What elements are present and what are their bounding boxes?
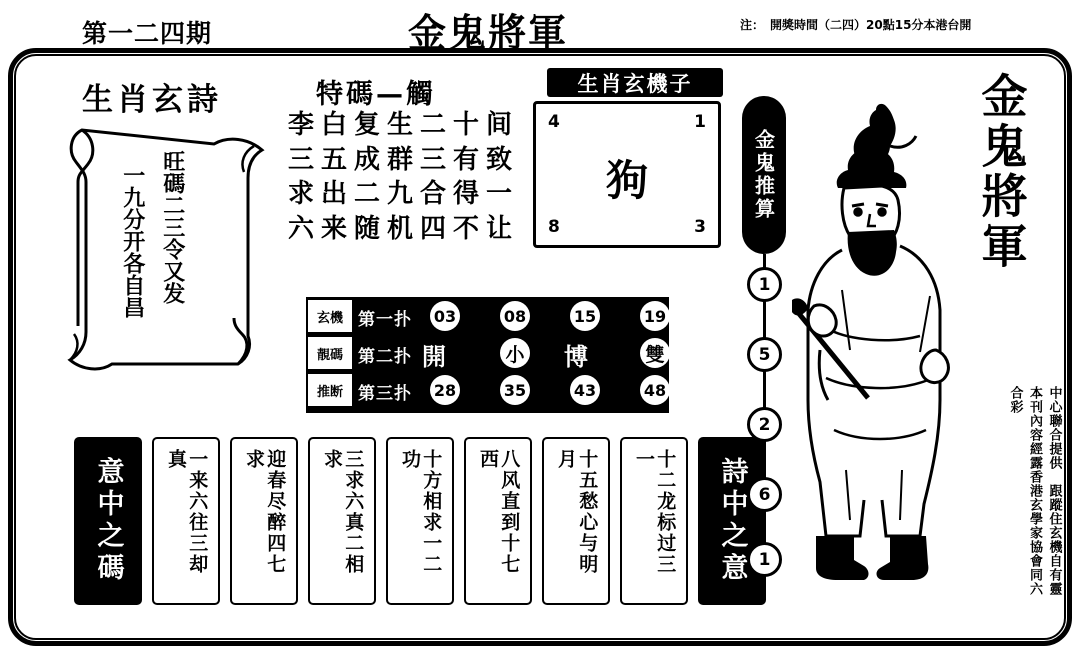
number-ball: 03	[430, 301, 460, 331]
list-item	[308, 437, 376, 605]
card-text: 三求六真二相求	[321, 449, 365, 575]
list-item	[386, 437, 454, 605]
card-text: 十五愁心与明月	[555, 449, 599, 575]
number-ball: 48	[640, 375, 670, 405]
number-ball: 15	[570, 301, 600, 331]
block-right-title	[698, 437, 766, 605]
card-text: 迎春尽醉四七求	[243, 449, 287, 575]
tuisuan-title-pill	[742, 96, 786, 254]
zodiac-box	[533, 101, 721, 248]
colophon-line: 本刊內容經露香港玄學家協會同六合彩	[1007, 386, 1042, 596]
zodiac-banner-label: 生肖玄機子	[577, 71, 693, 96]
tuisuan-number: 2	[747, 407, 782, 442]
table-row	[306, 298, 669, 334]
prediction-table	[306, 297, 669, 413]
scroll-line-1: 旺碼二三令又发	[159, 150, 185, 304]
card-text: 十方相求一二功	[399, 449, 443, 575]
poem-line: 六来随机四不让	[288, 213, 520, 244]
tuisuan-number: 5	[747, 337, 782, 372]
poem-line: 李白复生二十间	[288, 110, 520, 140]
list-item	[620, 437, 688, 605]
row-label: 玄機	[308, 300, 352, 332]
general-figure-illustration	[790, 100, 990, 590]
number-ball: 19	[640, 301, 670, 331]
masthead-vertical	[975, 72, 1055, 276]
tuisuan-number: 1	[747, 267, 782, 302]
zodiac-corner-bottom-right: 3	[694, 217, 706, 237]
poem-line: 求出二九合得一	[288, 179, 520, 210]
word-ball: 小	[500, 338, 530, 368]
row-label: 推断	[308, 374, 352, 406]
zodiac-banner	[547, 68, 723, 97]
word-cell: 博	[564, 343, 588, 371]
tuisuan-label: 金鬼推算	[751, 129, 776, 221]
colophon-line: 中心聯合提供 跟蹤住玄機自有靈	[1046, 386, 1062, 596]
number-ball: 35	[500, 375, 530, 405]
block-left-label: 意中之碼	[92, 457, 124, 585]
zodiac-animal: 狗	[605, 156, 648, 205]
word-ball: 雙	[640, 338, 670, 368]
note-label: 注：	[740, 18, 765, 32]
poem-block	[288, 108, 528, 246]
block-right-label: 詩中之意	[716, 457, 748, 585]
number-ball: 28	[430, 375, 460, 405]
row-label: 靚碼	[308, 337, 352, 369]
zodiac-corner-top-right: 1	[694, 112, 706, 132]
card-text: 十二龙标过三一	[633, 449, 677, 575]
card-text: 八风直到十七西	[477, 449, 521, 575]
block-left-title	[74, 437, 142, 605]
zodiac-corner-bottom-left: 8	[548, 217, 560, 237]
colophon	[1005, 386, 1064, 601]
scroll-line-2: 一九分开各自昌	[119, 164, 145, 318]
number-ball: 08	[500, 301, 530, 331]
word-cell: 開	[422, 343, 446, 371]
number-ball: 43	[570, 375, 600, 405]
list-item	[542, 437, 610, 605]
draw-time-note	[740, 16, 971, 33]
issue-number: 第一二四期	[82, 19, 213, 48]
masthead-vertical-title: 金鬼將軍	[974, 72, 1029, 272]
tuisuan-number: 6	[747, 477, 782, 512]
poem-line: 三五成群三有致	[288, 144, 520, 175]
table-row	[306, 335, 669, 371]
page-title: 金鬼將軍	[408, 11, 569, 55]
row-name: 第二扑	[358, 347, 412, 367]
scroll-illustration	[42, 122, 270, 384]
list-item	[230, 437, 298, 605]
tuisuan-number: 1	[747, 542, 782, 577]
table-row	[306, 372, 669, 408]
card-text: 一来六往三却真	[165, 449, 209, 575]
zodiac-corner-top-left: 4	[548, 112, 560, 132]
section-title-special-code: 特碼—觸	[316, 79, 436, 110]
list-item	[464, 437, 532, 605]
section-title-zodiac-poem: 生肖玄詩	[82, 82, 222, 118]
list-item	[152, 437, 220, 605]
row-name: 第三扑	[358, 384, 412, 404]
row-name: 第一扑	[358, 310, 412, 330]
note-text: 開獎時間（二四）20點15分本港台開	[770, 18, 972, 32]
